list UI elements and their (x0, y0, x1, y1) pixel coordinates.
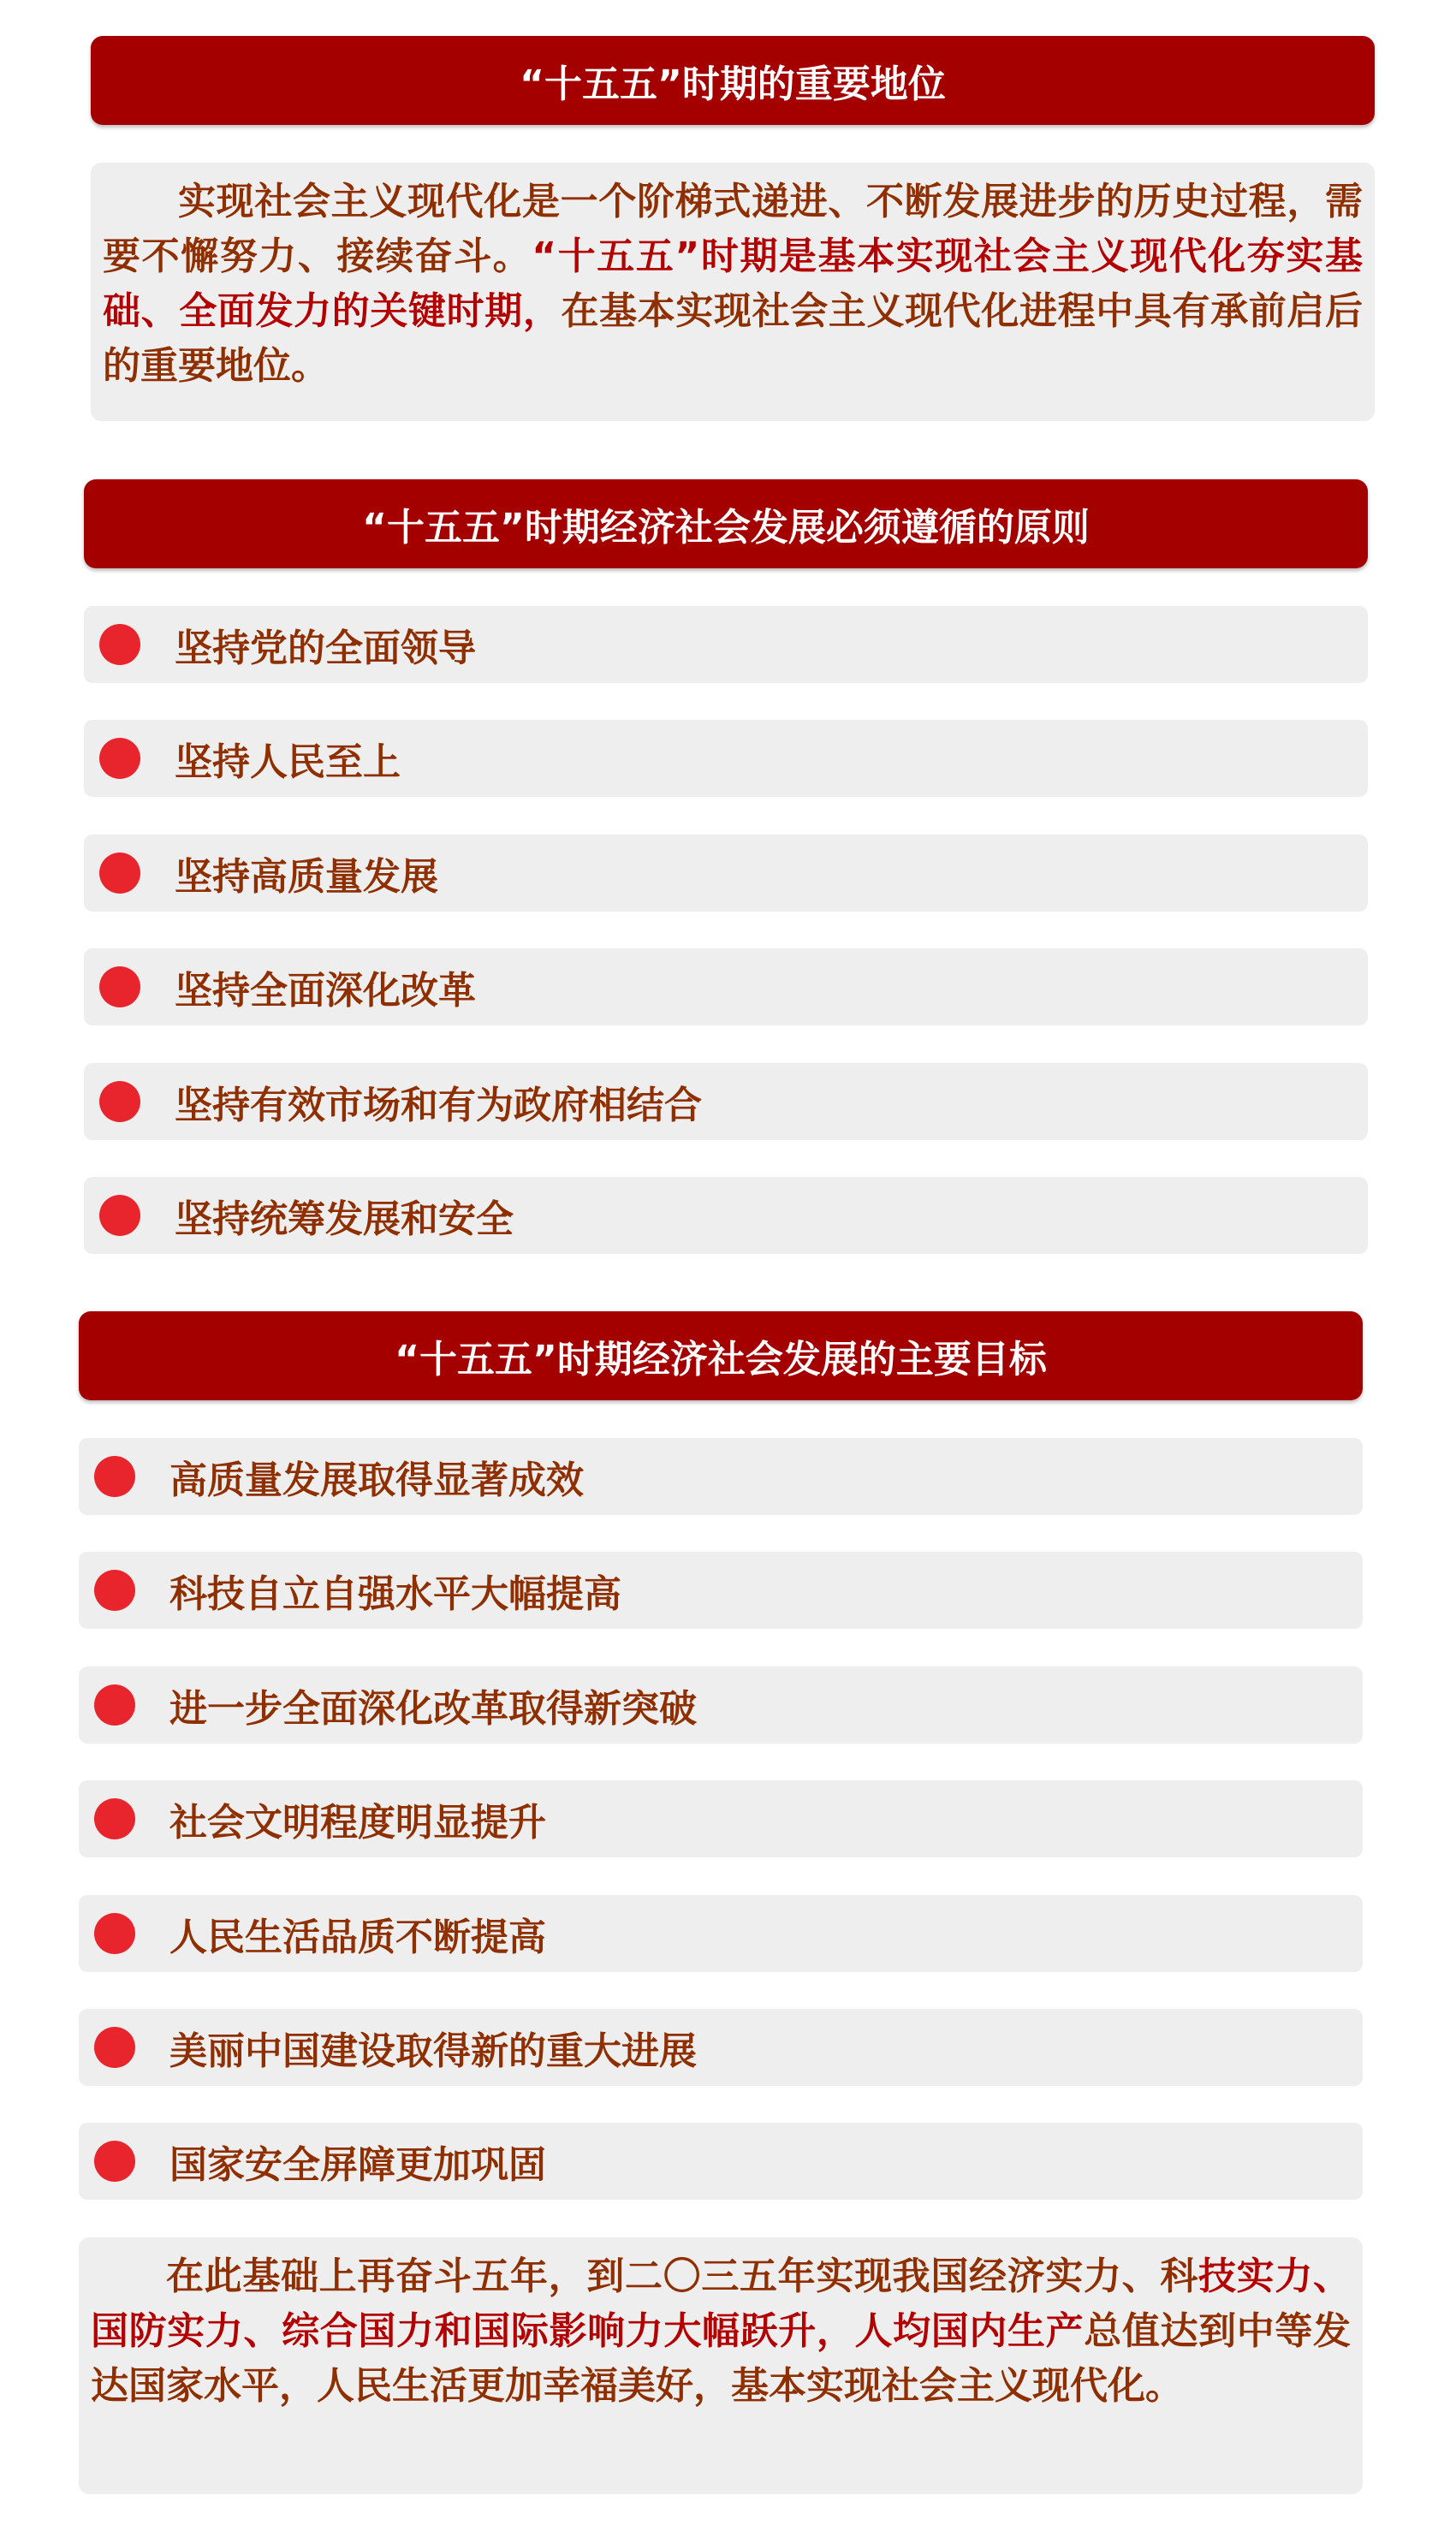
section3-title: “十五五”时期经济社会发展的主要目标 (395, 1338, 1047, 1381)
list-item (79, 1438, 1363, 1515)
section2-title: “十五五”时期经济社会发展必须遵循的原则 (362, 506, 1090, 550)
section1-paragraph-text-b: 在基本实现社会主义现代化进程中具有承前启后的重要地位。 (103, 289, 1363, 388)
section3-paragraph-text-b: 总值达到中等发达国家水平，人民生活更加幸福美好，基本实现社会主义现代化。 (91, 2309, 1351, 2408)
list-item-label: 坚持统筹发展和安全 (175, 1197, 514, 1241)
section2-header (84, 479, 1368, 568)
list-item-label: 美丽中国建设取得新的重大进展 (169, 2029, 697, 2073)
bullet-dot-icon (94, 2141, 135, 2182)
list-item-label: 高质量发展取得显著成效 (169, 1459, 584, 1502)
bullet-dot-icon (99, 624, 140, 665)
section3-paragraph (79, 2237, 1363, 2494)
bullet-dot-icon (94, 1570, 135, 1611)
list-item-label: 国家安全屏障更加巩固 (169, 2143, 546, 2188)
list-item (84, 948, 1368, 1025)
bullet-dot-icon (99, 966, 140, 1007)
list-item (79, 1552, 1363, 1629)
section3-paragraph-text-a: 在此基础上再奋斗五年，到二〇三五年实现我国经济实力、科 (166, 2255, 1198, 2298)
list-item (84, 835, 1368, 912)
bullet-dot-icon (94, 1456, 135, 1497)
list-item (84, 1177, 1368, 1254)
bullet-dot-icon (94, 1913, 135, 1954)
list-item-label: 坚持人民至上 (175, 740, 401, 785)
list-item-label: 社会文明程度明显提升 (169, 1801, 546, 1845)
bullet-dot-icon (99, 1195, 140, 1236)
section3-header (79, 1311, 1363, 1400)
list-item-label: 坚持有效市场和有为政府相结合 (175, 1083, 702, 1127)
section1-header (91, 36, 1375, 125)
list-item (84, 1063, 1368, 1140)
section1-paragraph-text-red: “十五五”时期是基本实现社会主义现代化夯实基础、全面发力的关键时期， (103, 235, 1363, 333)
list-item (79, 1780, 1363, 1857)
list-item-label: 人民生活品质不断提高 (169, 1915, 546, 1959)
section3-paragraph-text-red: 技实力、国防实力、综合国力和国际影响力大幅跃升，人均国内生产 (91, 2255, 1351, 2353)
list-item (84, 720, 1368, 797)
section1-title: “十五五”时期的重要地位 (520, 62, 946, 106)
list-item-label: 科技自立自强水平大幅提高 (169, 1572, 621, 1617)
section1-paragraph (91, 163, 1375, 421)
list-item (79, 2009, 1363, 2086)
section1-paragraph-text-a: 实现社会主义现代化是一个阶梯式递进、不断发展进步的历史过程，需要不懈努力、接续奋斗。 (103, 180, 1363, 278)
bullet-dot-icon (99, 853, 140, 894)
bullet-dot-icon (99, 1081, 140, 1122)
list-item (79, 1895, 1363, 1972)
list-item-label: 进一步全面深化改革取得新突破 (169, 1686, 697, 1731)
list-item-label: 坚持全面深化改革 (175, 969, 476, 1013)
list-item-label: 坚持党的全面领导 (175, 627, 476, 670)
bullet-dot-icon (94, 1684, 135, 1726)
list-item-label: 坚持高质量发展 (175, 854, 438, 899)
bullet-dot-icon (94, 2027, 135, 2068)
bullet-dot-icon (94, 1798, 135, 1839)
list-item (84, 606, 1368, 683)
list-item (79, 1666, 1363, 1744)
list-item (79, 2123, 1363, 2200)
bullet-dot-icon (99, 738, 140, 779)
